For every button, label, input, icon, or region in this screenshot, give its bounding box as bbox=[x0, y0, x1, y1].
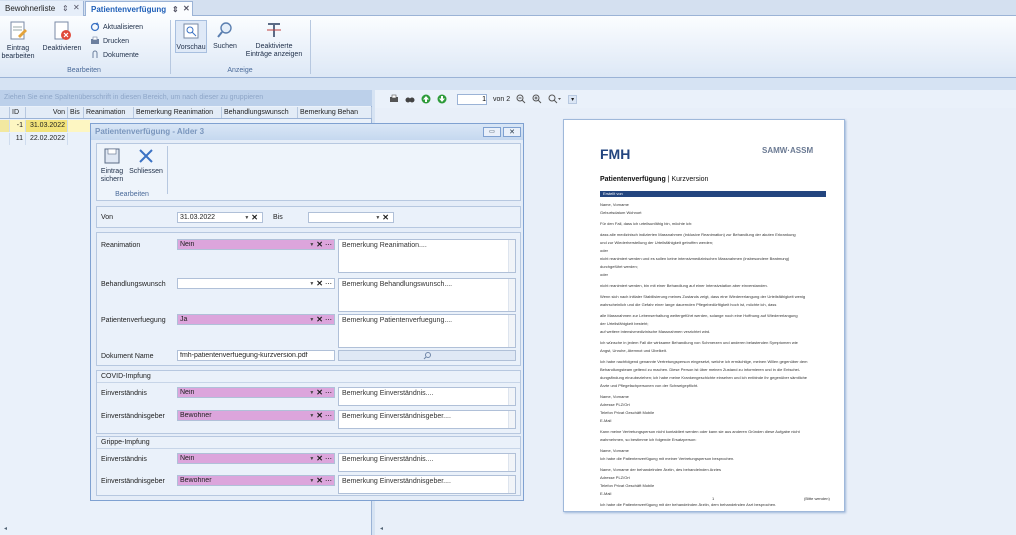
doc-line: nicht reanimiert werden und es sollen keine intensivmedizinischen Massnahmen (insbesondere Beatmung) bbox=[600, 256, 790, 261]
pv-note-text: Bemerkung Patientenverfuegung.... bbox=[342, 317, 453, 324]
fmh-logo: FMH bbox=[600, 146, 631, 162]
binoculars-icon[interactable] bbox=[405, 94, 415, 104]
reanimation-value: Nein bbox=[180, 241, 195, 248]
arrow-down-icon[interactable] bbox=[437, 94, 447, 104]
doc-line: der Urteilsfähigkeit besteht; bbox=[600, 321, 649, 326]
paperclip-icon bbox=[90, 50, 100, 60]
cell-id: -1 bbox=[10, 120, 26, 132]
more-icon[interactable]: ⋯ bbox=[325, 280, 332, 288]
covid-giver-note[interactable] bbox=[338, 410, 516, 429]
doc-line: Für den Fall, dass ich urteilsunfähig bin, möchte ich: bbox=[600, 221, 693, 226]
page-number-input[interactable] bbox=[457, 94, 487, 105]
dialog-title: Patientenverfügung - Alder 3 bbox=[91, 124, 523, 140]
patientenverfuegung-dialog bbox=[90, 123, 524, 501]
more-icon[interactable]: ⋯ bbox=[325, 316, 332, 324]
scrollbar[interactable] bbox=[508, 411, 515, 428]
pin-icon[interactable]: ⇕ bbox=[62, 4, 69, 13]
doc-name-label: Dokument Name bbox=[101, 353, 154, 360]
ribbon-group-view-label: Anzeige bbox=[227, 67, 253, 74]
search-icon bbox=[215, 20, 235, 40]
doc-name-field[interactable] bbox=[177, 350, 335, 361]
search-label: Suchen bbox=[213, 43, 237, 50]
preview-label: Vorschau bbox=[176, 44, 206, 51]
dialog-ribbon-separator bbox=[167, 146, 168, 194]
clear-icon[interactable]: ✕ bbox=[316, 411, 323, 420]
von-date-value: 31.03.2022 bbox=[180, 214, 216, 221]
doc-footer-note: (Bitte wenden) bbox=[804, 496, 830, 501]
close-icon[interactable]: ✕ bbox=[183, 4, 190, 13]
tab-bar bbox=[0, 0, 1016, 16]
zoom-out-icon[interactable] bbox=[516, 94, 526, 104]
table-row[interactable] bbox=[0, 120, 90, 132]
print-label: Drucken bbox=[103, 37, 130, 45]
doc-page-number: 1 bbox=[712, 496, 715, 501]
save-entry-button[interactable] bbox=[99, 147, 125, 184]
edit-entry-label: Eintrag bearbeiten bbox=[1, 45, 35, 60]
von-label: Von bbox=[101, 214, 114, 221]
magnifier-icon bbox=[423, 351, 432, 360]
doc-name-value: fmh-patientenverfuegung-kurzversion.pdf bbox=[180, 352, 308, 359]
column-header-bemerkung-reanimation[interactable]: Bemerkung Reanimation bbox=[134, 107, 222, 118]
print-button[interactable] bbox=[90, 36, 129, 46]
doc-line: Name, Vorname bbox=[600, 394, 629, 399]
clear-icon[interactable]: ✕ bbox=[316, 315, 323, 324]
search-button[interactable] bbox=[210, 20, 240, 51]
von-date-picker[interactable] bbox=[177, 212, 263, 223]
doc-search-button[interactable] bbox=[338, 350, 516, 361]
close-button[interactable] bbox=[127, 147, 165, 176]
flu-consent-select[interactable] bbox=[177, 453, 335, 464]
dates-box bbox=[96, 206, 521, 228]
covid-giver-value: Bewohner bbox=[180, 412, 212, 419]
covid-consent-note-text: Bemerkung Einverständnis.... bbox=[342, 390, 434, 397]
doc-line: Ich habe die Patientenverfügung mit der behandelnden Ärztin, dem behandelnden Arzt besprochen. bbox=[600, 502, 777, 507]
documents-label: Dokumente bbox=[103, 51, 139, 59]
reanimation-select[interactable] bbox=[177, 239, 335, 250]
flu-giver-note-text: Bemerkung Einverständnisgeber.... bbox=[342, 478, 451, 485]
clear-icon[interactable]: ✕ bbox=[316, 388, 323, 397]
doc-line: Kann meine Vertretungsperson nicht kontaktiert werden oder kann sie aus anderen Gründen diese Aufgabe nicht bbox=[600, 429, 800, 434]
deactivate-icon bbox=[52, 20, 72, 42]
pin-icon[interactable]: ⇕ bbox=[172, 5, 179, 14]
tab-bewohnerliste[interactable] bbox=[0, 1, 84, 16]
flu-title-rule bbox=[97, 448, 520, 449]
flu-consent-label: Einverständnis bbox=[101, 456, 147, 463]
doc-heading bbox=[600, 176, 708, 183]
refresh-icon bbox=[90, 22, 100, 32]
more-icon[interactable]: ⋯ bbox=[325, 412, 332, 420]
doc-line: Name, Vorname der behandelnden Ärztin, des behandelnden Arztes bbox=[600, 467, 721, 472]
doc-line: durchgeführt werden; bbox=[600, 264, 638, 269]
clear-icon[interactable]: ✕ bbox=[316, 279, 323, 288]
clear-icon[interactable]: ✕ bbox=[316, 476, 323, 485]
more-icon[interactable]: ⋯ bbox=[325, 455, 332, 463]
viewer-toolbar bbox=[375, 90, 1016, 108]
tab-label: Patientenverfügung bbox=[91, 5, 167, 14]
flu-consent-note[interactable] bbox=[338, 453, 516, 472]
covid-giver-select[interactable] bbox=[177, 410, 335, 421]
doc-line: E-Mail bbox=[600, 491, 612, 496]
samw-logo: SAMW·ASSM bbox=[762, 146, 814, 155]
show-deactivated-label: Deaktivierte Einträge anzeigen bbox=[245, 43, 303, 58]
clear-icon[interactable]: ✕ bbox=[382, 213, 389, 222]
column-header-reanimation[interactable]: Reanimation bbox=[84, 107, 134, 118]
column-header-von[interactable]: Von bbox=[26, 107, 68, 118]
doc-line: Telefon Privat Geschäft Mobile bbox=[600, 410, 655, 415]
flu-giver-value: Bewohner bbox=[180, 477, 212, 484]
zoom-dropdown-icon[interactable] bbox=[548, 94, 562, 104]
refresh-button[interactable] bbox=[90, 22, 143, 32]
row-indicator bbox=[0, 133, 10, 145]
dropdown-icon[interactable]: ▼ bbox=[309, 477, 315, 484]
edit-document-icon bbox=[8, 20, 28, 42]
doc-line: auf weitere intensivmedizinische Massnahmen verzichtet wird. bbox=[600, 329, 711, 334]
scrollbar[interactable] bbox=[508, 454, 515, 471]
dropdown-icon[interactable]: ▼ bbox=[309, 241, 315, 248]
grid-header bbox=[0, 107, 372, 119]
ribbon-group-edit-label: Bearbeiten bbox=[67, 67, 101, 74]
covid-giver-note-text: Bemerkung Einverständnisgeber.... bbox=[342, 413, 451, 420]
pv-note[interactable] bbox=[338, 314, 516, 348]
doc-line: Wenn sich nach initialer Stabilisierung meines Zustands zeigt, dass eine Wiedererlangung der Urteilsfähigkeit wenig bbox=[600, 294, 806, 299]
dialog-group-label: Bearbeiten bbox=[115, 191, 149, 198]
doc-line: Angst, Unruhe, Atemnot und Übelkeit. bbox=[600, 348, 667, 353]
printer-icon[interactable] bbox=[389, 94, 399, 104]
scrollbar[interactable] bbox=[508, 279, 515, 311]
flu-giver-label: Einverständnisgeber bbox=[101, 478, 165, 485]
deactivate-button[interactable] bbox=[40, 20, 84, 53]
cell-von: 31.03.2022 bbox=[26, 120, 68, 132]
close-x-icon bbox=[137, 147, 155, 165]
more-icon[interactable]: ⋯ bbox=[325, 389, 332, 397]
pv-label: Patientenverfuegung bbox=[101, 317, 166, 324]
column-header-bis[interactable]: Bis bbox=[68, 107, 84, 118]
doc-line: dass alle medizinisch indizierten Massnahmen (inklusive Reanimation) zur Behandlung der akuten Erkrankung bbox=[600, 232, 796, 237]
arrow-up-icon[interactable] bbox=[421, 94, 431, 104]
documents-button[interactable] bbox=[90, 50, 139, 60]
flu-consent-value: Nein bbox=[180, 455, 195, 462]
row-indicator bbox=[0, 120, 10, 132]
reanimation-note[interactable] bbox=[338, 239, 516, 273]
grid-header-indicator bbox=[0, 107, 10, 118]
doc-line: Adresse PLZ/Ort bbox=[600, 475, 630, 480]
ribbon-separator bbox=[310, 20, 311, 74]
doc-line: E-Mail bbox=[600, 418, 612, 423]
strikethrough-icon bbox=[264, 20, 284, 40]
pdf-page bbox=[563, 119, 845, 512]
bis-date-picker[interactable] bbox=[308, 212, 394, 223]
doc-heading-main: Patientenverfügung bbox=[600, 176, 666, 183]
doc-line: Ich habe die Patientenverfügung mit meiner Vertretungsperson besprochen. bbox=[600, 456, 735, 461]
doc-line: Geburtsdatum Wohnort bbox=[600, 210, 642, 215]
pv-select[interactable] bbox=[177, 314, 335, 325]
doc-heading-suffix: | Kurzversion bbox=[667, 176, 709, 183]
doc-line: oder bbox=[600, 248, 609, 253]
cell-von: 22.02.2022 bbox=[26, 133, 68, 145]
doc-line: oder bbox=[600, 272, 609, 277]
more-icon[interactable]: ⋯ bbox=[325, 477, 332, 485]
restore-button[interactable]: ▭ bbox=[483, 127, 501, 137]
flu-consent-note-text: Bemerkung Einverständnis.... bbox=[342, 456, 434, 463]
edit-entry-button[interactable] bbox=[0, 20, 36, 61]
grid-hscroll-arrow[interactable]: ◂ bbox=[4, 526, 8, 532]
scrollbar[interactable] bbox=[508, 388, 515, 405]
dialog-form bbox=[96, 206, 521, 496]
show-deactivated-button[interactable] bbox=[242, 20, 306, 59]
doc-line: Adresse PLZ/Ort bbox=[600, 402, 630, 407]
covid-giver-label: Einverständnisgeber bbox=[101, 413, 165, 420]
flu-giver-select[interactable] bbox=[177, 475, 335, 486]
floppy-disk-icon bbox=[103, 147, 121, 165]
column-header-bemerkung-behandlung[interactable]: Bemerkung Behan bbox=[298, 107, 372, 118]
tab-patientenverfuegung[interactable] bbox=[85, 1, 193, 16]
reanimation-note-text: Bemerkung Reanimation.... bbox=[342, 242, 427, 249]
dialog-ribbon bbox=[96, 143, 521, 201]
dropdown-icon[interactable]: ▼ bbox=[309, 455, 315, 462]
doc-line: alle Massnahmen zur Lebenserhaltung weitergeführt werden, solange noch eine Hoffnung auf Wiedererlangung bbox=[600, 313, 798, 318]
covid-title-rule bbox=[97, 382, 520, 383]
deactivate-label: Deaktivieren bbox=[42, 45, 82, 52]
save-entry-label: Eintrag sichern bbox=[100, 168, 124, 183]
tab-label: Bewohnerliste bbox=[5, 4, 56, 13]
refresh-label: Aktualisieren bbox=[103, 23, 144, 31]
wish-label: Behandlungswunsch bbox=[101, 281, 166, 288]
reanimation-label: Reanimation bbox=[101, 242, 141, 249]
dropdown-icon[interactable]: ▼ bbox=[309, 412, 315, 419]
dropdown-icon[interactable]: ▼ bbox=[375, 214, 381, 221]
close-icon[interactable]: ✕ bbox=[73, 3, 80, 12]
wish-note[interactable] bbox=[338, 278, 516, 312]
wish-select[interactable] bbox=[177, 278, 335, 289]
doc-line: Name, Vorname bbox=[600, 202, 629, 207]
preview-button[interactable] bbox=[175, 20, 207, 53]
covid-consent-label: Einverständnis bbox=[101, 390, 147, 397]
covid-consent-value: Nein bbox=[180, 389, 195, 396]
doc-line: wahrnehmen, so bestimme ich folgende Ersatzperson: bbox=[600, 437, 697, 442]
dropdown-icon[interactable]: ▼ bbox=[244, 214, 250, 221]
doc-line: Ich habe nachfolgend genannte Vertretungsperson eingesetzt, welche ich ermächtige, meinen Willen gegenüber dem bbox=[600, 359, 808, 364]
doc-line: Telefon Privat Geschäft Mobile bbox=[600, 483, 655, 488]
doc-line: Ärzte und Pflegefachpersonen von der Schweigepflicht. bbox=[600, 383, 699, 388]
toolbar-overflow-icon[interactable]: ▾ bbox=[568, 95, 577, 104]
wish-note-text: Bemerkung Behandlungswunsch.... bbox=[342, 281, 453, 288]
main-fields-box bbox=[96, 232, 521, 366]
doc-section-bar: Erstellt von bbox=[600, 191, 826, 197]
flu-giver-note[interactable] bbox=[338, 475, 516, 494]
preview-icon bbox=[181, 21, 201, 41]
cell-id: 11 bbox=[10, 133, 26, 145]
doc-line: Name, Vorname bbox=[600, 448, 629, 453]
clear-icon[interactable]: ✕ bbox=[316, 240, 323, 249]
column-header-id[interactable]: ID bbox=[10, 107, 26, 118]
dialog-close-button[interactable]: ✕ bbox=[503, 127, 521, 137]
ribbon-separator bbox=[170, 20, 171, 74]
pv-value: Ja bbox=[180, 316, 188, 323]
page-count: von 2 bbox=[493, 95, 511, 103]
close-label: Schliessen bbox=[129, 168, 163, 175]
covid-box bbox=[96, 370, 521, 434]
doc-line: dungsfindung einzubeziehen; ich habe meine Krankengeschichte einsehen und ich entbinde ihr gegenüber sämtliche bbox=[600, 375, 808, 380]
doc-line: und zur Wiederherstellung der Urteilsfähigkeit getroffen werden; bbox=[600, 240, 714, 245]
scrollbar[interactable] bbox=[508, 476, 515, 493]
bis-label: Bis bbox=[273, 214, 283, 221]
covid-title: COVID-Impfung bbox=[101, 373, 151, 380]
clear-icon[interactable]: ✕ bbox=[251, 213, 258, 222]
clear-icon[interactable]: ✕ bbox=[316, 454, 323, 463]
doc-line: Behandlungsteam geltend zu machen. Diese Person ist über meinen Zustand zu informieren und in die Entschei- bbox=[600, 367, 801, 372]
covid-consent-select[interactable] bbox=[177, 387, 335, 398]
doc-line: Ich wünsche in jedem Fall die wirksame Behandlung von Schmerzen und anderen belastenden Symptomen wie bbox=[600, 340, 798, 345]
viewer-hscroll-arrow[interactable]: ◂ bbox=[380, 526, 384, 532]
flu-box bbox=[96, 436, 521, 496]
column-header-behandlungswunsch[interactable]: Behandlungswunsch bbox=[222, 107, 298, 118]
ribbon bbox=[0, 16, 1016, 78]
dropdown-icon[interactable]: ▼ bbox=[309, 316, 315, 323]
scrollbar[interactable] bbox=[508, 240, 515, 272]
covid-consent-note[interactable] bbox=[338, 387, 516, 406]
table-row[interactable] bbox=[0, 133, 90, 145]
scrollbar[interactable] bbox=[508, 315, 515, 347]
flu-title: Grippe-Impfung bbox=[101, 439, 150, 446]
doc-line: wahrscheinlich und die Gefahr einer lange dauernden Pflegebedürftigkeit hoch ist, möchte ich, dass bbox=[600, 302, 777, 307]
dropdown-icon[interactable]: ▼ bbox=[309, 280, 315, 287]
dropdown-icon[interactable]: ▼ bbox=[309, 389, 315, 396]
group-by-hint[interactable]: Ziehen Sie eine Spaltenüberschrift in diesen Bereich, um nach dieser zu gruppieren bbox=[0, 90, 372, 106]
zoom-in-icon[interactable] bbox=[532, 94, 542, 104]
printer-icon bbox=[90, 36, 100, 46]
more-icon[interactable]: ⋯ bbox=[325, 241, 332, 249]
doc-line: nicht reanimiert werden, bin mit einer Behandlung auf einer Intensivstation aber einverstanden. bbox=[600, 283, 768, 288]
